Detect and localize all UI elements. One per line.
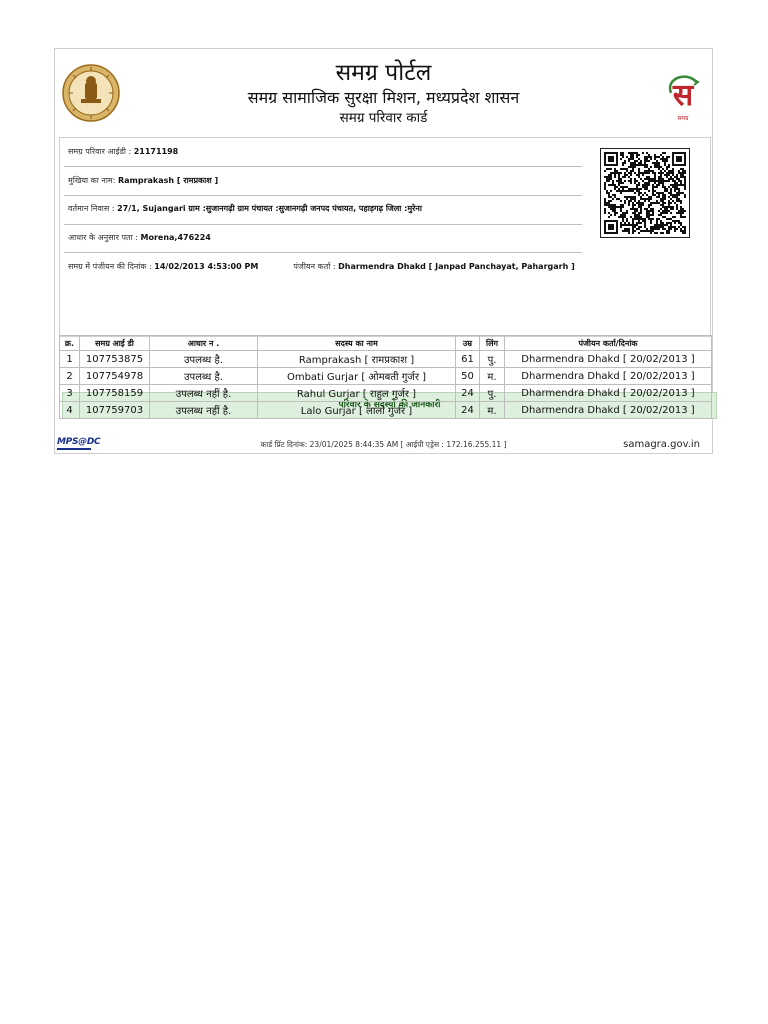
divider [64,166,582,167]
samagra-id-cell: 107753875 [80,351,150,368]
registration-cell: Dharmendra Dhakd [ 20/02/2013 ] [505,402,712,419]
column-header-age: उम्र [456,336,480,351]
gender-cell: म. [480,368,505,385]
serial-cell: 3 [60,385,80,402]
aadhaar-cell: उपलब्ध है. [150,368,258,385]
age-cell: 61 [456,351,480,368]
site-url: samagra.gov.in [623,439,700,450]
card-header [55,49,712,137]
registration-date-label: समग्र में पंजीयन की दिनांक : [68,262,152,271]
column-header-aadhaar: आधार न . [150,336,258,351]
aadhaar-address-value: Morena,476224 [140,233,211,242]
mission-title: समग्र सामाजिक सुरक्षा मिशन, मध्यप्रदेश शासन [247,88,520,107]
column-header-serial: क्र. [60,336,80,351]
column-header-name: सदस्य का नाम [258,336,456,351]
table-row [60,402,712,419]
registered-by-label: पंजीयन कर्ता : [293,262,336,271]
divider [64,224,582,225]
address-row [68,204,578,214]
members-table [59,335,712,419]
gender-cell: पु. [480,385,505,402]
table-row [60,351,712,368]
member-name-cell: Lalo Gurjar [ लालो गुर्जर ] [258,402,456,419]
serial-cell: 2 [60,368,80,385]
column-header-samagra-id: समग्र आई डी [80,336,150,351]
aadhaar-address-label: आधार के अनुसार पता : [68,233,138,242]
age-cell: 24 [456,385,480,402]
table-row [60,385,712,402]
card-title: समग्र परिवार कार्ड [339,110,428,126]
qr-code-icon [604,152,686,234]
head-name-row [68,176,578,186]
family-id-row [68,147,578,157]
mpsedc-logo: MPS@DC [57,437,101,447]
age-cell: 24 [456,402,480,419]
head-name-label: मुखिया का नाम: [68,176,116,185]
gender-cell: पु. [480,351,505,368]
registration-row [68,262,588,272]
portal-title: समग्र पोर्टल [335,60,432,86]
serial-cell: 4 [60,402,80,419]
registered-by-value: Dharmendra Dhakd [ Janpad Panchayat, Pahargarh ] [338,262,575,271]
member-name-cell: Ombati Gurjar [ ओमबती गुर्जर ] [258,368,456,385]
column-header-gender: लिंग [480,336,505,351]
family-id-value: 21171198 [133,147,179,156]
column-header-registration: पंजीयन कर्ता/दिनांक [505,336,712,351]
qr-code [600,148,690,238]
samagra-logo-caption: समग्र [677,115,689,122]
aadhaar-address-row [68,233,578,243]
members-table-header [60,336,712,351]
gender-cell: म. [480,402,505,419]
family-card [54,48,713,454]
samagra-id-cell: 107758159 [80,385,150,402]
samagra-id-cell: 107754978 [80,368,150,385]
family-id-label: समग्र परिवार आईडी : [68,147,132,156]
serial-cell: 1 [60,351,80,368]
card-footer [55,437,712,453]
aadhaar-cell: उपलब्ध नहीं है. [150,385,258,402]
aadhaar-cell: उपलब्ध है. [150,351,258,368]
registration-cell: Dharmendra Dhakd [ 20/02/2013 ] [505,351,712,368]
address-label: वर्तमान निवास : [68,204,115,213]
members-section-title: परिवार के सदस्यो की जानकारी [62,392,717,419]
registration-cell: Dharmendra Dhakd [ 20/02/2013 ] [505,368,712,385]
svg-text:स: स [672,78,694,113]
age-cell: 50 [456,368,480,385]
registration-cell: Dharmendra Dhakd [ 20/02/2013 ] [505,385,712,402]
print-date: कार्ड प्रिंट दिनांक: 23/01/2025 8:44:35 AM [ आईपी एड्रेस : 172.16.255.11 ] [260,440,507,449]
table-row [60,368,712,385]
head-name-value: Ramprakash [ रामप्रकाश ] [117,176,219,185]
samagra-logo-icon [653,63,713,123]
divider [64,195,582,196]
member-name-cell: Ramprakash [ रामप्रकाश ] [258,351,456,368]
samagra-id-cell: 107759703 [80,402,150,419]
divider [64,252,582,253]
member-name-cell: Rahul Gurjar [ राहुल गुर्जर ] [258,385,456,402]
aadhaar-cell: उपलब्ध नहीं है. [150,402,258,419]
address-value: 27/1, Sujangari ग्राम :सुजानगढ़ी ग्राम पंचायत :सुजानगढ़ी जनपद पंचायत, पहाड़गढ़ जिला :मुरेना [117,204,422,213]
registration-date-value: 14/02/2013 4:53:00 PM [154,262,259,271]
